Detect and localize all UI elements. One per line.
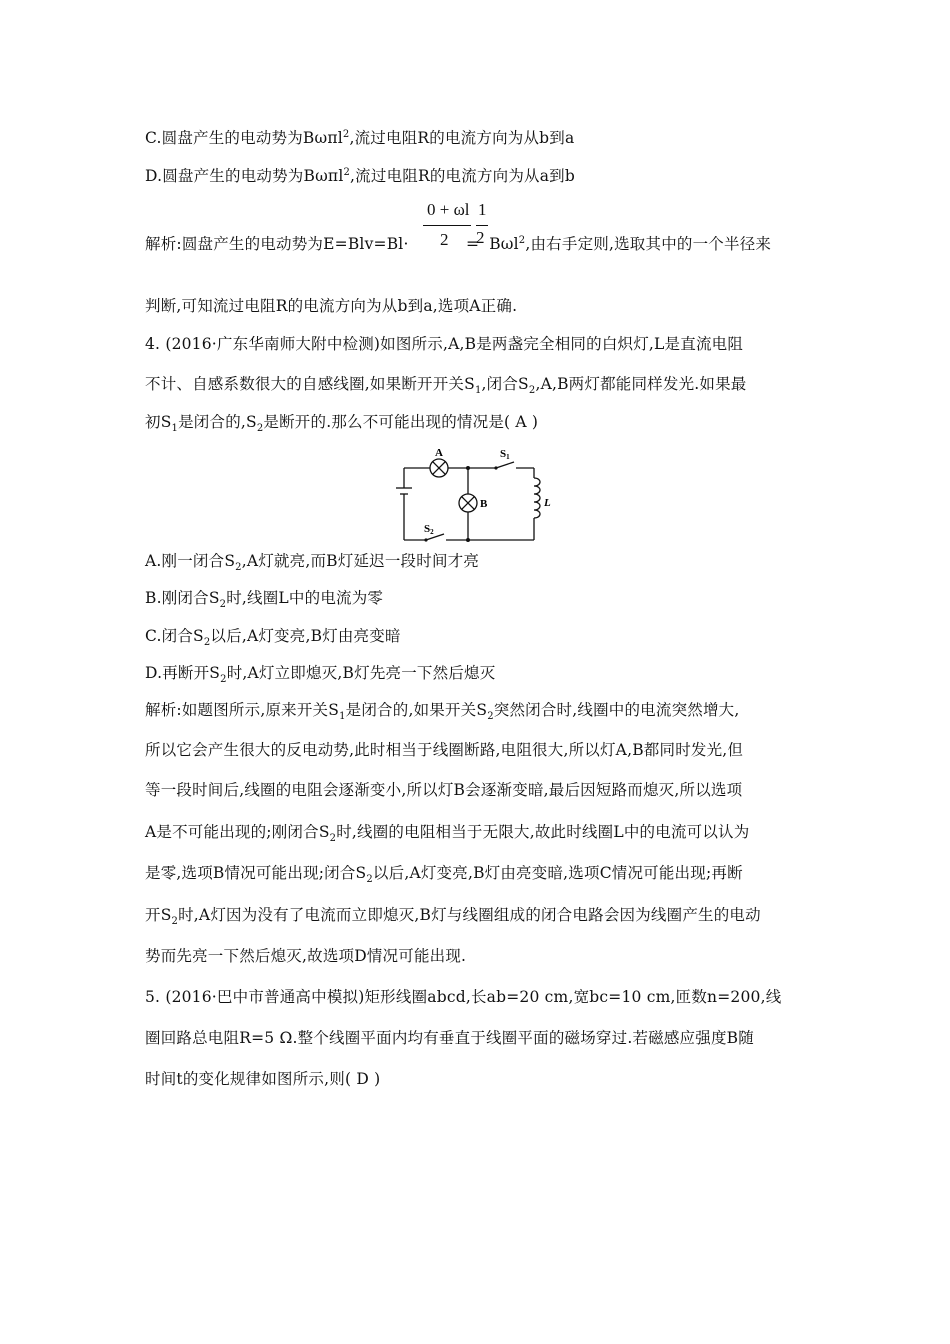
q4-line2-pre: 不计、自感系数很大的自感线圈,如果断开开关S (145, 375, 475, 393)
label-s2-sub: 2 (430, 528, 434, 536)
q4-line3-sub1: 1 (171, 423, 179, 435)
q4-option-a-post: ,A灯就亮,而B灯延迟一段时间才亮 (241, 552, 480, 570)
q4-line2-sub1: 1 (474, 385, 482, 397)
fraction-2-numerator: 1 (478, 200, 487, 219)
q4-option-c (145, 624, 401, 648)
option-c-tail: ,流过电阻R的电流方向为从b到a (349, 129, 575, 147)
label-lamp-a: A (435, 448, 443, 459)
junction-bottom (466, 538, 470, 542)
analysis-4-l1-sub1: 1 (339, 711, 346, 723)
fraction-2-denominator: 2 (476, 228, 485, 247)
analysis-3-pre: 解析:圆盘产生的电动势为E=Blv=Bl· (145, 235, 409, 253)
q4-line2-post: ,A,B两灯都能同样发光.如果最 (535, 375, 747, 393)
option-d (145, 164, 575, 186)
analysis-4-l6-pre: 开S (145, 906, 172, 924)
q4-line3-pre: 初S (145, 413, 172, 431)
q5-line2: 圈回路总电阻R=5 Ω.整个线圈平面内均有垂直于线圈平面的磁场穿过.若磁感应强度B随 (145, 1029, 754, 1047)
analysis-4-l4-pre: A是不可能出现的;刚闭合S (145, 823, 330, 841)
q4-option-d-pre: D.再断开S (145, 664, 221, 682)
label-s1-sub: 1 (506, 453, 510, 461)
q4-line3-mid: 是闭合的,S (178, 413, 257, 431)
q4-option-c-sub: 2 (203, 637, 211, 649)
analysis-4-l1-post: 突然闭合时,线圈中的电流突然增大, (493, 701, 740, 719)
switch-s1-blade (496, 462, 514, 468)
q4-option-b-pre: B.刚闭合S (145, 589, 220, 607)
analysis-4-l4-sub: 2 (329, 833, 337, 845)
label-s1-letter: S (500, 448, 507, 460)
option-c-text: C.圆盘产生的电动势为Bωπl (145, 129, 343, 147)
label-s2-letter: S (424, 523, 431, 535)
label-lamp-b: B (480, 498, 488, 510)
analysis-4-l5-post: 以后,A灯变亮,B灯由亮变暗,选项C情况可能出现;再断 (372, 864, 743, 882)
analysis-4-l1-sub2: 2 (487, 711, 494, 723)
analysis-4-line1 (145, 698, 740, 722)
fraction-2-bar (476, 225, 488, 226)
analysis-4-line4 (145, 820, 749, 844)
q4-option-c-pre: C.闭合S (145, 627, 204, 645)
option-d-tail: ,流过电阻R的电流方向为从a到b (350, 167, 576, 185)
analysis-3-post: ,由右手定则,选取其中的一个半径来 (525, 235, 772, 253)
q4-option-d-post: 时,A灯立即熄灭,B灯先亮一下然后熄灭 (226, 664, 496, 682)
q4-option-d (145, 661, 495, 685)
analysis-3-eq: = (466, 235, 480, 253)
q4-option-d-sub: 2 (220, 674, 227, 686)
q4-line2-sub2: 2 (528, 385, 536, 397)
s2-contact (424, 538, 427, 541)
option-c-sup: 2 (342, 128, 350, 140)
option-c (145, 126, 574, 148)
analysis-3-line1-rest (466, 232, 771, 254)
analysis-4-l5-pre: 是零,选项B情况可能出现;闭合S (145, 864, 367, 882)
analysis-4-line3: 等一段时间后,线圈的电阻会逐渐变小,所以灯B会逐渐变暗,最后因短路而熄灭,所以选项 (145, 781, 743, 799)
q4-option-b-sub: 2 (219, 599, 227, 611)
label-coil-l: L (544, 497, 551, 509)
fraction-1-bar (423, 225, 471, 226)
q4-option-b (145, 586, 383, 610)
q4-line3-sub2: 2 (256, 423, 264, 435)
analysis-4-line7: 势而先亮一下然后熄灭,故选项D情况可能出现. (145, 947, 467, 965)
analysis-3-sup: 2 (518, 234, 526, 246)
analysis-4-l1-pre: 解析:如题图所示,原来开关S (145, 701, 340, 719)
analysis-4-line6 (145, 903, 761, 927)
q4-line1: 4. (2016·广东华南师大附中检测)如图所示,A,B是两盏完全相同的白炽灯,L是直流电阻 (145, 335, 744, 353)
analysis-4-l4-post: 时,线圈的电阻相当于无限大,故此时线圈L中的电流可以认为 (336, 823, 750, 841)
analysis-4-l6-sub: 2 (171, 916, 179, 928)
q4-line2 (145, 372, 747, 396)
q4-line3-post: 是断开的.那么不可能出现的情况是( A ) (263, 413, 539, 431)
fraction-1-denominator: 2 (440, 230, 449, 249)
q4-option-c-post: 以后,A灯变亮,B灯由亮变暗 (210, 627, 401, 645)
q4-option-a-sub: 2 (235, 562, 242, 574)
analysis-3-eq-mid: Bωl (489, 235, 519, 253)
label-switch-s1 (500, 448, 510, 461)
analysis-4-line5 (145, 861, 743, 885)
q4-line2-mid: ,闭合S (481, 375, 529, 393)
analysis-4-l6-post: 时,A灯因为没有了电流而立即熄灭,B灯与线圈组成的闭合电路会因为线圈产生的电动 (178, 906, 761, 924)
analysis-3-line2: 判断,可知流过电阻R的电流方向为从b到a,选项A正确. (145, 297, 518, 315)
circuit-diagram (396, 448, 556, 544)
q4-option-a-pre: A.刚一闭合S (145, 552, 236, 570)
q4-line3 (145, 410, 538, 434)
coil-l (534, 478, 540, 518)
option-d-sup: 2 (343, 166, 351, 178)
q5-line3: 时间t的变化规律如图所示,则( D ) (145, 1070, 381, 1088)
s1-contact (494, 466, 497, 469)
q4-option-a (145, 549, 479, 573)
analysis-4-l1-mid: 是闭合的,如果开关S (345, 701, 488, 719)
label-switch-s2 (424, 523, 434, 536)
fraction-1-numerator: 0 + ωl (427, 200, 470, 219)
q5-line1: 5. (2016·巴中市普通高中模拟)矩形线圈abcd,长ab=20 cm,宽bc=10 cm,匝数n=200,线 (145, 988, 782, 1006)
junction-top (466, 466, 470, 470)
q4-option-b-post: 时,线圈L中的电流为零 (226, 589, 384, 607)
analysis-3-line1-prefix (145, 232, 409, 254)
option-d-text: D.圆盘产生的电动势为Bωπl (145, 167, 344, 185)
analysis-4-l5-sub: 2 (366, 874, 373, 886)
analysis-4-line2: 所以它会产生很大的反电动势,此时相当于线圈断路,电阻很大,所以灯A,B都同时发光,但 (145, 741, 744, 759)
